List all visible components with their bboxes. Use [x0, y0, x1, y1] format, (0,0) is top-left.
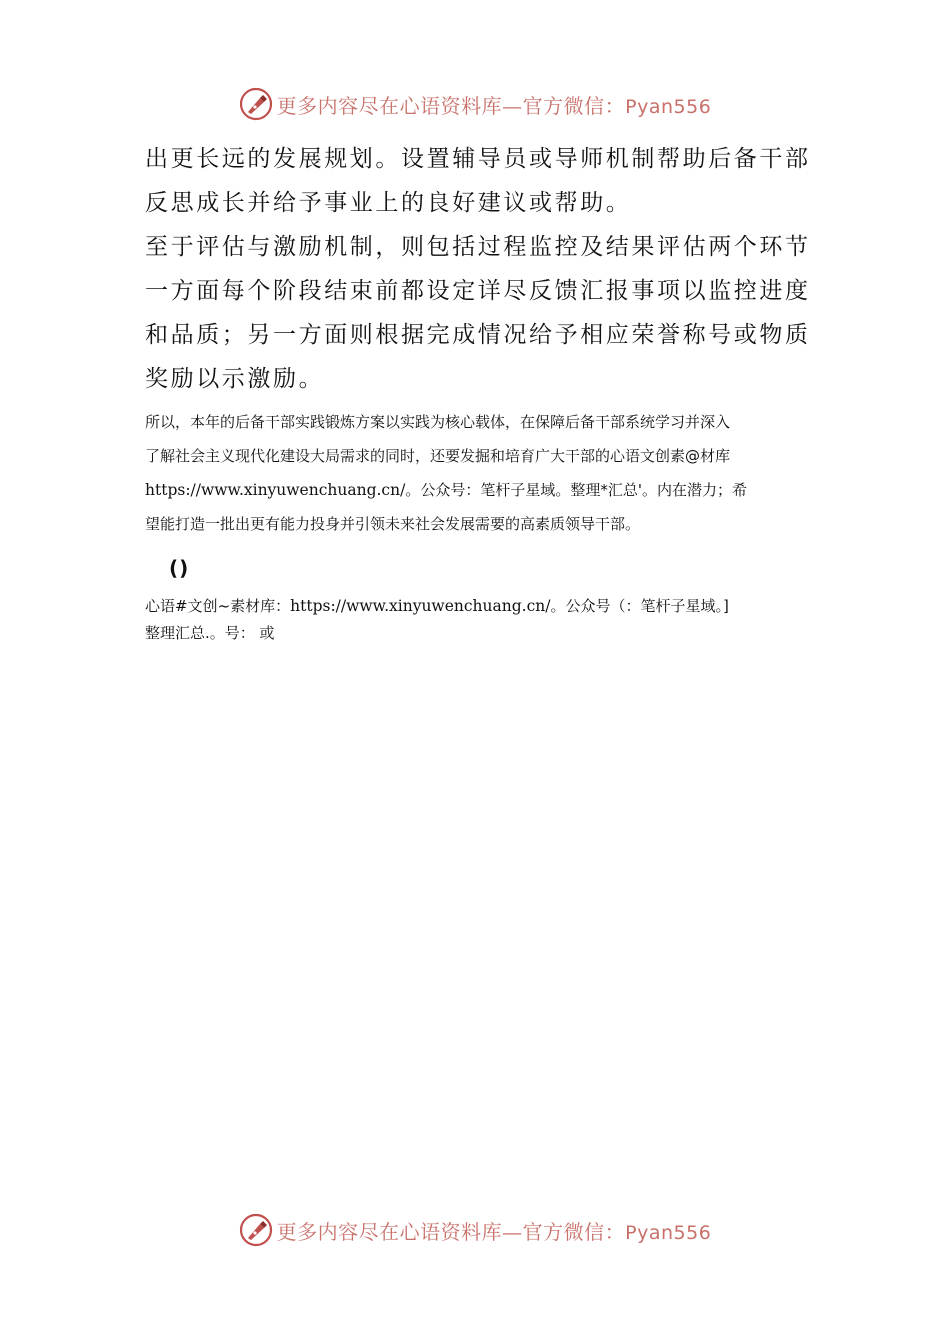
pen-nib-circle-icon — [239, 87, 273, 121]
paragraph-line: 了解社会主义现代化建设大局需求的同时，还要发掘和培育广大干部的心语文创素@材库 — [145, 447, 731, 465]
paragraph-line — [145, 473, 810, 507]
body-line: 至于评估与激励机制，则包括过程监控及结果评估两个环节 — [145, 234, 811, 260]
paragraph-line — [145, 593, 810, 620]
website-url: https://www.xinyuwenchuang.cn/ — [290, 597, 551, 615]
paragraph-line: 所以，本年的后备干部实践锻炼方案以实践为核心载体，在保障后备干部系统学习并深入 — [145, 413, 731, 431]
paragraph-line: 望能打造一批出更有能力投身并引领未来社会发展需要的高素质领导干部。 — [145, 515, 641, 533]
pen-nib-circle-icon — [239, 1213, 273, 1247]
paragraph-text: 。公众号：笔杆子星域。整理*汇总'。内在潜力；希 — [405, 481, 747, 499]
body-line: 反思成长并给予事业上的良好建议或帮助。 — [145, 190, 632, 216]
website-url: https://www.xinyuwenchuang.cn/ — [145, 481, 406, 499]
paragraph-text: 心语#文创~素材库： — [145, 597, 291, 615]
wechat-id: Pyan556 — [625, 1221, 712, 1244]
body-line: 和品质；另一方面则根据完成情况给予相应荣誉称号或物质 — [145, 322, 811, 348]
document-body — [145, 137, 810, 647]
paragraph-line: 整理汇总.。号： 或 — [145, 624, 275, 642]
wechat-id: Pyan556 — [625, 95, 712, 118]
banner-label: 更多内容尽在心语资料库—官方微信： — [276, 1219, 626, 1244]
header-banner — [0, 82, 950, 126]
body-line: 一方面每个阶段结束前都设定详尽反馈汇报事项以监控进度 — [145, 278, 811, 304]
banner-text — [277, 1216, 712, 1245]
body-line: 奖励以示激励。 — [145, 366, 325, 392]
body-line: 出更长远的发展规划。设置辅导员或导师机制帮助后备干部 — [145, 146, 811, 172]
paragraph-text: 。公众号（：笔杆子星域。] — [550, 597, 729, 615]
banner-label: 更多内容尽在心语资料库—官方微信： — [276, 93, 626, 118]
banner-text — [277, 90, 712, 119]
empty-parentheses: () — [169, 556, 190, 580]
footer-banner — [0, 1208, 950, 1252]
